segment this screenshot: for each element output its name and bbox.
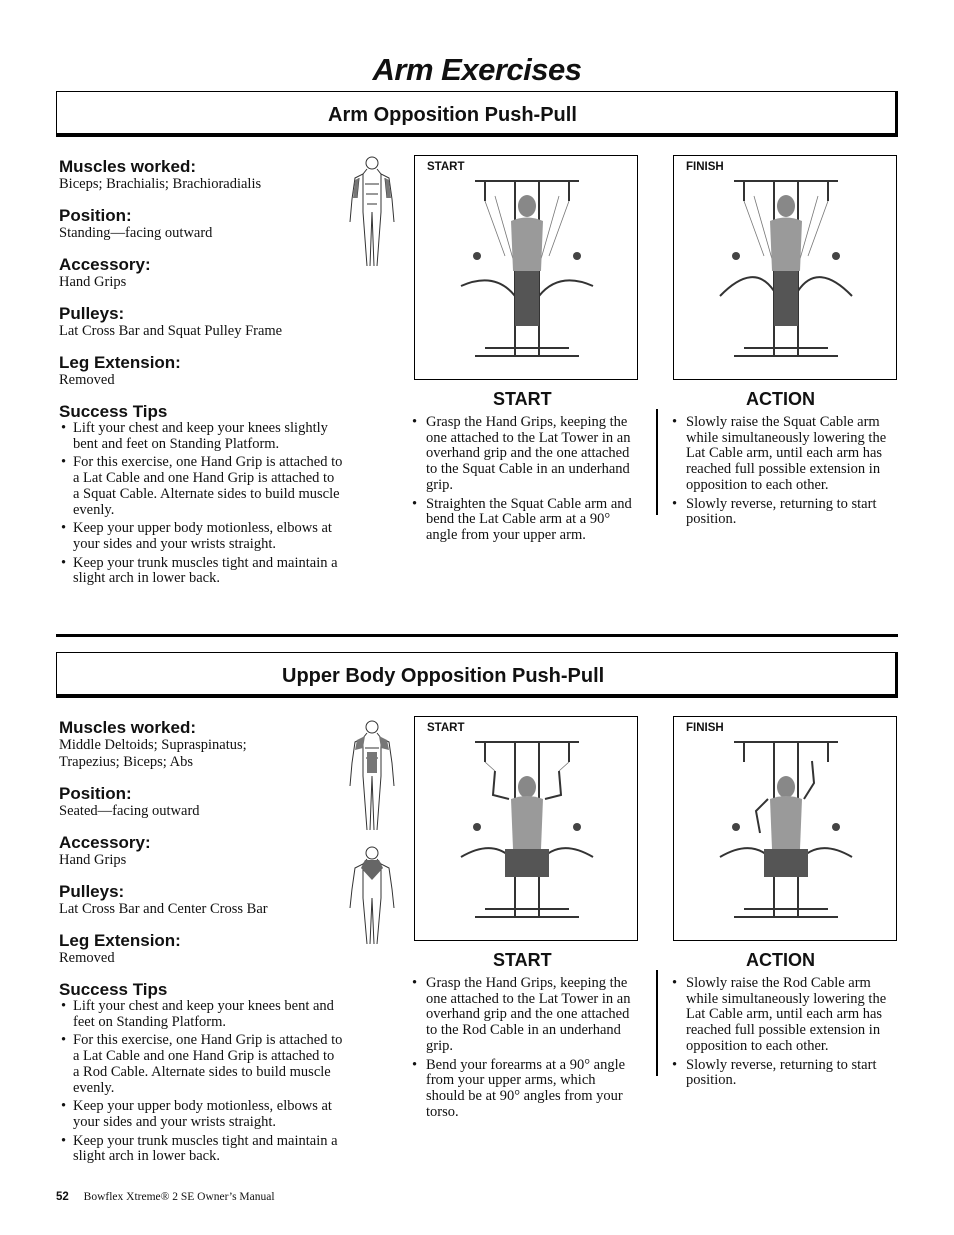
tip-item: • Keep your trunk muscles tight and maintain a slight arch in lower back. bbox=[59, 556, 344, 587]
section-header: Arm Opposition Push-Pull bbox=[56, 91, 898, 137]
anatomy-figure-front bbox=[345, 718, 399, 839]
column-divider bbox=[656, 409, 658, 515]
success-tips-label: Success Tips bbox=[59, 402, 168, 421]
success-tips-list bbox=[59, 999, 344, 1165]
finish-photo bbox=[673, 155, 897, 380]
photo-label: FINISH bbox=[686, 161, 724, 173]
leg-extension-label: Leg Extension: bbox=[59, 353, 181, 372]
start-photo bbox=[414, 155, 638, 380]
anatomy-figure-front bbox=[345, 154, 399, 275]
step-item: • Slowly reverse, returning to start position. bbox=[672, 497, 897, 528]
page-footer bbox=[56, 1191, 275, 1203]
pulleys-label: Pulleys: bbox=[59, 882, 125, 901]
position-value: Seated—facing outward bbox=[59, 803, 200, 819]
exercise-info bbox=[59, 157, 344, 590]
position-label: Position: bbox=[59, 206, 132, 225]
start-heading: START bbox=[493, 389, 552, 409]
tip-item: • Lift your chest and keep your knees slightly bent and feet on Standing Platform. bbox=[59, 421, 344, 452]
anatomy-figure-back bbox=[345, 844, 399, 953]
accessory-value: Hand Grips bbox=[59, 274, 127, 290]
start-steps-list bbox=[412, 976, 637, 1123]
pulleys-value: Lat Cross Bar and Center Cross Bar bbox=[59, 901, 268, 917]
tip-item: • Keep your trunk muscles tight and maintain a slight arch in lower back. bbox=[59, 1134, 344, 1165]
machine-illustration bbox=[455, 176, 599, 371]
position-label: Position: bbox=[59, 784, 132, 803]
muscles-label: Muscles worked: bbox=[59, 157, 196, 176]
manual-title: Bowflex Xtreme® 2 SE Owner’s Manual bbox=[83, 1191, 275, 1203]
column-divider bbox=[656, 970, 658, 1076]
section-header: Upper Body Opposition Push-Pull bbox=[56, 652, 898, 698]
tip-item: • Lift your chest and keep your knees bent and feet on Standing Platform. bbox=[59, 999, 344, 1030]
photo-label: START bbox=[427, 722, 465, 734]
leg-extension-label: Leg Extension: bbox=[59, 931, 181, 950]
action-heading: ACTION bbox=[746, 950, 815, 970]
tip-item: • Keep your upper body motionless, elbows at your sides and your wrists straight. bbox=[59, 1099, 344, 1130]
exercise-info bbox=[59, 718, 344, 1168]
step-item: • Slowly reverse, returning to start position. bbox=[672, 1058, 897, 1089]
finish-photo bbox=[673, 716, 897, 941]
success-tips-label: Success Tips bbox=[59, 980, 168, 999]
exercise-section-upper-body-opposition bbox=[56, 652, 898, 1182]
accessory-label: Accessory: bbox=[59, 833, 151, 852]
step-item: • Grasp the Hand Grips, keeping the one attached to the Lat Tower in an overhand grip and the one attached to the Squat Cable in an underhand grip. bbox=[412, 415, 637, 494]
muscles-label: Muscles worked: bbox=[59, 718, 196, 737]
step-item: • Bend your forearms at a 90° angle from your upper arms, which should be at 90° angles from your torso. bbox=[412, 1058, 637, 1121]
position-value: Standing—facing outward bbox=[59, 225, 213, 241]
leg-extension-value: Removed bbox=[59, 372, 115, 388]
start-steps-list bbox=[412, 415, 637, 547]
tip-item: • Keep your upper body motionless, elbows at your sides and your wrists straight. bbox=[59, 521, 344, 552]
tip-item: • For this exercise, one Hand Grip is attached to a Lat Cable and one Hand Grip is attached to a Rod Cable. Alternate sides to build muscle evenly. bbox=[59, 1033, 344, 1096]
accessory-value: Hand Grips bbox=[59, 852, 127, 868]
exercise-section-arm-opposition bbox=[56, 91, 898, 631]
start-photo bbox=[414, 716, 638, 941]
muscles-value: Biceps; Brachialis; Brachioradialis bbox=[59, 176, 262, 192]
muscles-value: Middle Deltoids; Supraspinatus; Trapezius; Biceps; Abs bbox=[59, 737, 247, 770]
machine-illustration bbox=[455, 737, 599, 932]
machine-illustration bbox=[714, 737, 858, 932]
machine-illustration bbox=[714, 176, 858, 371]
step-item: • Slowly raise the Rod Cable arm while simultaneously lowering the Lat Cable arm, until each arm has reached full possible extension in opposition to each other. bbox=[672, 976, 897, 1055]
action-steps-list bbox=[672, 976, 897, 1092]
leg-extension-value: Removed bbox=[59, 950, 115, 966]
section-divider bbox=[56, 634, 898, 637]
action-steps-list bbox=[672, 415, 897, 531]
pulleys-value: Lat Cross Bar and Squat Pulley Frame bbox=[59, 323, 283, 339]
accessory-label: Accessory: bbox=[59, 255, 151, 274]
start-heading: START bbox=[493, 950, 552, 970]
photo-label: START bbox=[427, 161, 465, 173]
success-tips-list bbox=[59, 421, 344, 587]
step-item: • Slowly raise the Squat Cable arm while simultaneously lowering the Lat Cable arm, until each arm has reached full possible extension in opposition to each other. bbox=[672, 415, 897, 494]
page-number: 52 bbox=[56, 1191, 69, 1203]
pulleys-label: Pulleys: bbox=[59, 304, 125, 323]
page-title: Arm Exercises bbox=[372, 52, 582, 87]
photo-label: FINISH bbox=[686, 722, 724, 734]
step-item: • Straighten the Squat Cable arm and bend the Lat Cable arm at a 90° angle from your upper arm. bbox=[412, 497, 637, 544]
tip-item: • For this exercise, one Hand Grip is attached to a Lat Cable and one Hand Grip is attached to a Squat Cable. Alternate sides to build muscle evenly. bbox=[59, 455, 344, 518]
action-heading: ACTION bbox=[746, 389, 815, 409]
step-item: • Grasp the Hand Grips, keeping the one attached to the Lat Tower in an overhand grip and the one attached to the Rod Cable in an underhand grip. bbox=[412, 976, 637, 1055]
